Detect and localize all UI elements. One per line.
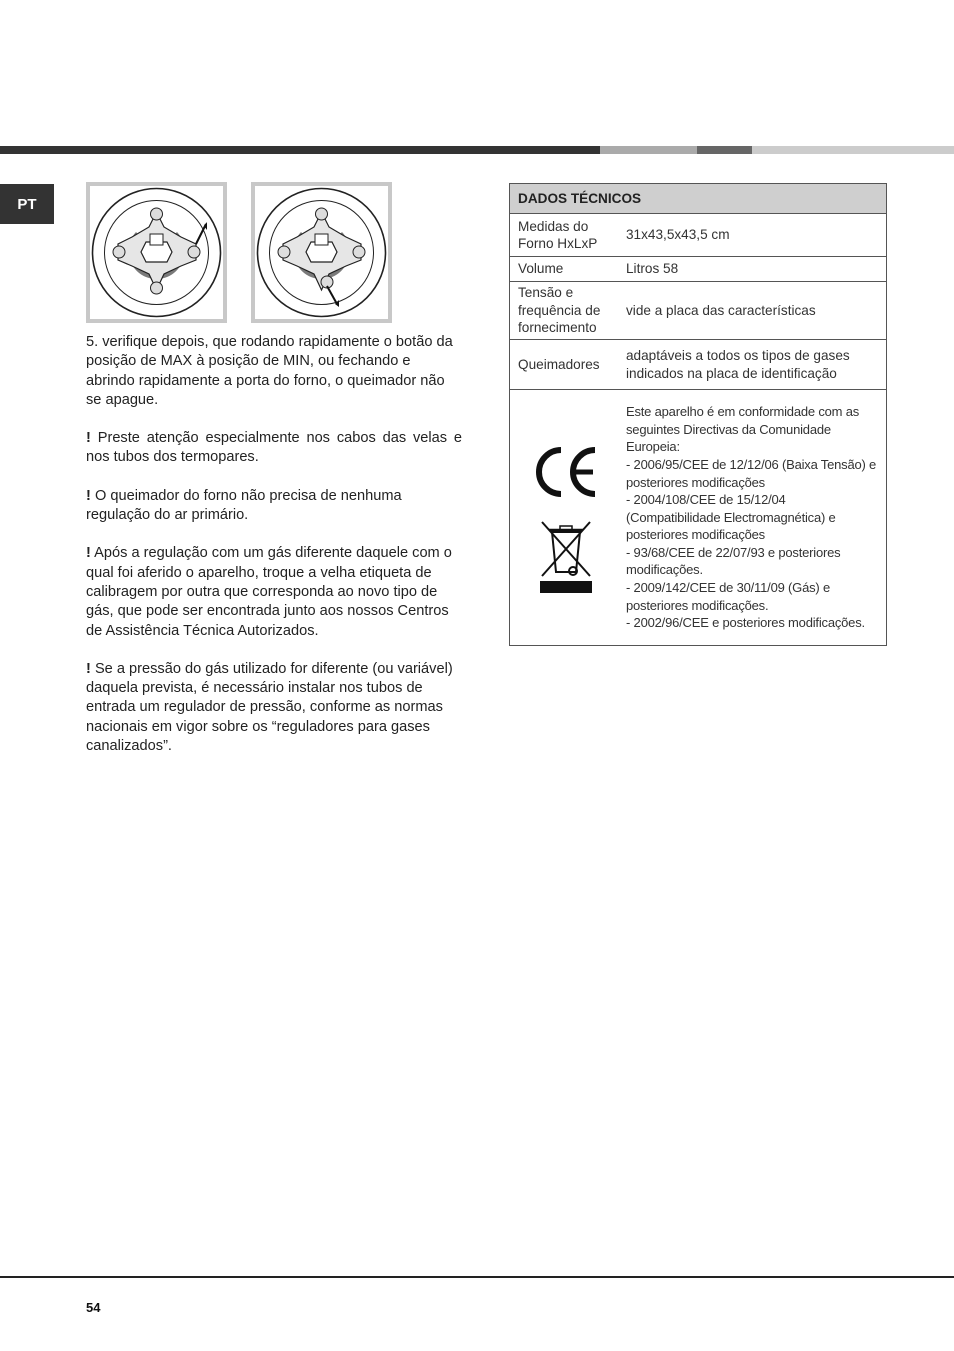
row-label: Medidas do Forno HxLxP	[510, 214, 623, 257]
table-row	[510, 257, 887, 282]
header-bar-dark	[0, 146, 600, 154]
table-title: DADOS TÉCNICOS	[510, 184, 887, 214]
step-5-text: 5. verifique depois, que rodando rapidamente o botão da posição de MAX à posição de MIN, ou fechando e abrindo rapidamente a porta do forno, o queimador não se apague.	[86, 334, 453, 408]
compliance-line: - 2004/108/CEE de 15/12/04 (Compatibilidade Electromagnética) e posteriores modificações	[626, 492, 836, 543]
warning-mark: !	[86, 545, 91, 562]
table-header-row	[510, 184, 887, 214]
compliance-line: - 93/68/CEE de 22/07/93 e posteriores modificações.	[626, 544, 841, 578]
row-label: Queimadores	[510, 340, 623, 390]
warning-gas-pressure	[86, 660, 462, 756]
warning-text: Após a regulação com um gás diferente daquele com o qual foi aferido o aparelho, troque a velha etiqueta de calibragem por outra que corresponda ao novo tipo de gás, que pode ser encontrada junto aos nossos Centros de Assistência Técnica Autorizados.	[86, 545, 452, 639]
header-bar-light	[600, 146, 697, 154]
row-value: 31x43,5x43,5 cm	[622, 214, 887, 257]
compliance-icons-cell	[510, 390, 623, 646]
warning-text: Preste atenção especialmente nos cabos das velas e nos tubos dos termopares.	[86, 430, 462, 466]
table-row	[510, 214, 887, 257]
footer-rule	[0, 1276, 954, 1278]
warning-mark: !	[86, 660, 91, 677]
header-bar-pale	[752, 146, 954, 154]
header-color-bar	[0, 146, 954, 154]
table-row	[510, 340, 887, 390]
table-row	[510, 282, 887, 340]
warning-text: O queimador do forno não precisa de nenhuma regulação do ar primário.	[86, 487, 402, 524]
warning-text: Se a pressão do gás utilizado for diferente (ou variável) daquela prevista, é necessário instalar nos tubos de entrada um regulador de pressão, conforme as normas nacionais em vigor sobre os “reguladores para gases canalizados”.	[86, 660, 453, 755]
row-label: Tensão e frequência de fornecimento	[510, 282, 623, 340]
row-value: adaptáveis a todos os tipos de gases indicados na placa de identificação	[622, 340, 887, 390]
burner-adjust-max-figure	[86, 182, 227, 323]
warning-mark: !	[86, 430, 91, 447]
compliance-line: - 2002/96/CEE e posteriores modificações.	[626, 615, 865, 631]
compliance-line: - 2009/142/CEE de 30/11/09 (Gás) e posteriores modificações.	[626, 580, 830, 613]
row-label: Volume	[510, 257, 623, 282]
row-value: Litros 58	[622, 257, 887, 282]
warning-calibration-label	[86, 544, 462, 640]
compliance-line: - 2006/95/CEE de 12/12/06 (Baixa Tensão) e posteriores modificações	[626, 456, 877, 490]
burner-knob-illustration	[86, 182, 227, 323]
row-value: vide a placa das características	[622, 282, 887, 340]
burner-knob-illustration	[251, 182, 392, 323]
burner-adjust-min-figure	[251, 182, 392, 323]
technical-data-table	[509, 183, 887, 646]
weee-bin-icon	[538, 518, 594, 594]
header-bar-mid	[697, 146, 752, 154]
compliance-text	[622, 390, 887, 646]
compliance-line: Este aparelho é em conformidade com as seguintes Directivas da Comunidade Europeia:	[626, 404, 860, 455]
warning-cables	[86, 429, 462, 468]
warning-primary-air	[86, 487, 462, 526]
language-tab: PT	[0, 184, 54, 224]
instructions-column	[86, 333, 462, 775]
ce-mark-icon	[531, 442, 601, 502]
page-number: 54	[86, 1300, 101, 1315]
table-row-compliance	[510, 390, 887, 646]
warning-mark: !	[86, 487, 91, 504]
